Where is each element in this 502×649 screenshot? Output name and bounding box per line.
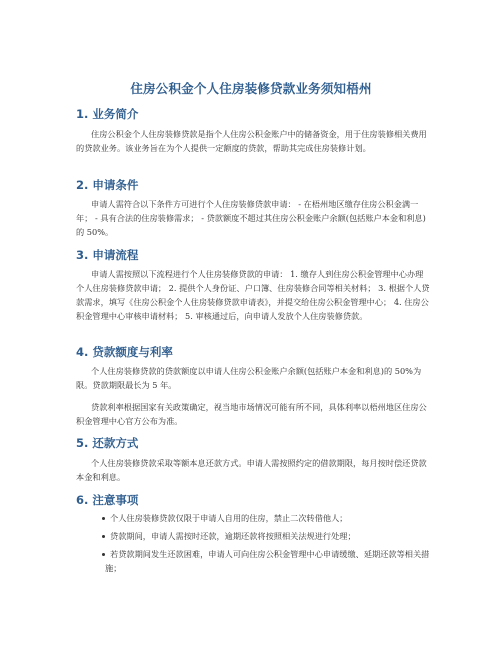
section-heading-repayment: 5. 还款方式 <box>76 436 139 450</box>
notes-list <box>76 511 431 575</box>
section-heading-process: 3. 申请流程 <box>76 248 139 262</box>
section-heading-conditions: 2. 申请条件 <box>76 178 139 192</box>
bullet-icon <box>102 535 105 538</box>
section-paragraph-repayment: 个人住房装修贷款采取等额本息还款方式。申请人需按照约定的借款期限，每月按时偿还贷款本金和利息。 <box>76 458 427 482</box>
bullet-icon <box>102 517 105 520</box>
section-paragraph-rate: 贷款利率根据国家有关政策确定，视当地市场情况可能有所不同，具体利率以梧州地区住房公积金管理中心官方公布为准。 <box>76 402 427 426</box>
list-item <box>76 511 431 525</box>
list-item <box>76 547 431 575</box>
section-paragraph-overview: 住房公积金个人住房装修贷款是指个人住房公积金账户中的储备资金，用于住房装修相关费用的贷款业务。该业务旨在为个人提供一定额度的贷款，帮助其完成住房装修计划。 <box>76 129 427 153</box>
bullet-icon <box>102 553 105 556</box>
list-item-text: 贷款期间，申请人需按时还款，逾期还款将按照相关法规进行处理； <box>110 531 356 541</box>
section-heading-overview: 1. 业务简介 <box>76 107 139 121</box>
document-title: 住房公积金个人住房装修贷款业务须知梧州 <box>130 81 372 96</box>
list-item <box>76 529 431 543</box>
list-item-text: 若贷款期间发生还款困难，申请人可向住房公积金管理中心申请缓缴、延期还款等相关措施； <box>105 549 430 573</box>
section-heading-notes: 6. 注意事项 <box>76 493 139 507</box>
list-item-text: 个人住房装修贷款仅限于申请人自用的住房，禁止二次转借他人； <box>110 513 348 523</box>
section-paragraph-amount: 个人住房装修贷款的贷款额度以申请人住房公积金账户余额(包括账户本金和利息)的 50%为限。贷款期限最长为 5 年。 <box>76 366 422 390</box>
section-paragraph-conditions: 申请人需符合以下条件方可进行个人住房装修贷款申请： - 在梧州地区缴存住房公积金满一年； - 具有合法的住房装修需求； - 贷款额度不超过其住房公积金账户余额(包括账户本金和利息)的 50%。 <box>76 199 426 237</box>
section-paragraph-process: 申请人需按照以下流程进行个人住房装修贷款的申请： 1. 缴存人到住房公积金管理中心办理个人住房装修贷款申请； 2. 提供个人身份证、户口簿、住房装修合同等相关材料； 3. 根据个人贷款需求，填写《住房公积金个人住房装修贷款申请表》，并提交给住房公积金管理中心； 4. 住房公积金管理中心审核申请材料； 5. 审核通过后，向申请人发放个人住房装修贷款。 <box>76 269 430 321</box>
section-heading-amount-rate: 4. 贷款额度与利率 <box>76 345 173 359</box>
